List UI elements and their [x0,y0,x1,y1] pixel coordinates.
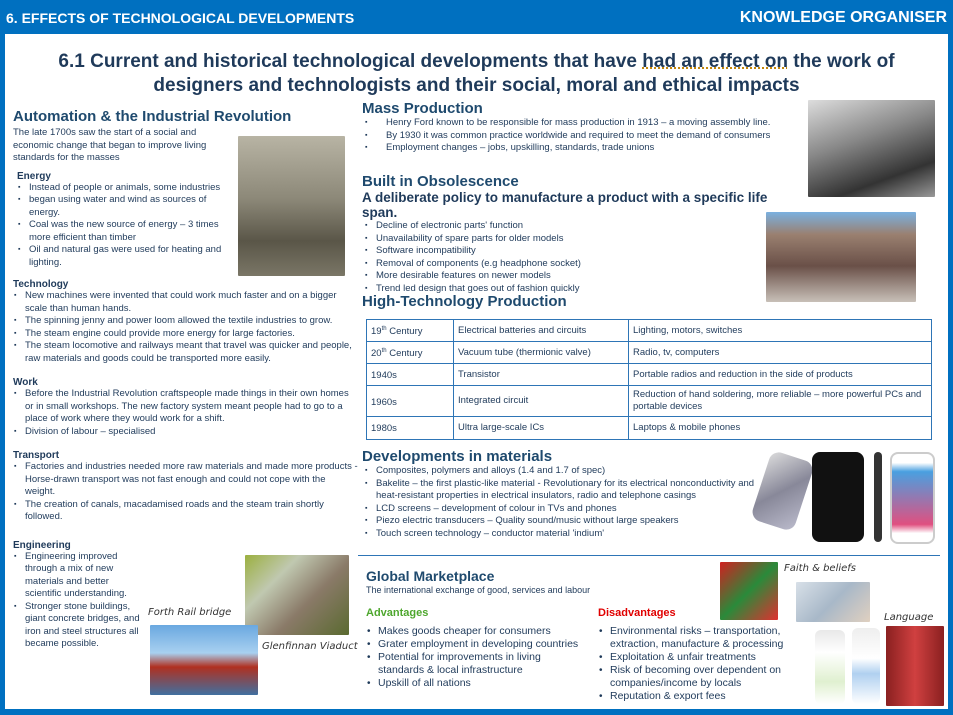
era-cell [367,386,454,417]
list-item: ▪ Coal was the new source of energy – 3 times more efficient than timber [17,219,238,244]
era-suffix: Century [386,348,423,360]
obsolescence-list [362,220,782,295]
viaduct-caption: Glenfinnan Viaduct [262,641,358,652]
tech-cell: Electrical batteries and circuits [454,320,629,342]
e-waste-image [766,212,916,302]
list-item: ▪ Bakelite – the first plastic-like material - Revolutionary for its electrical nonconductivity and heat-resistant properties in electrical insulators, radio and telephone casings [364,478,762,503]
list-item: ▪ Division of labour – specialised [13,426,358,439]
energy-heading: Energy [17,170,51,182]
list-item: ▪ Employment changes – jobs, upskilling, standards, trade unions [364,142,802,155]
list-item: • Environmental risks – transportation, extraction, manufacture & processing [598,625,803,651]
era-sup: th [381,348,387,355]
cif-bottle-image [852,628,880,704]
obsolescence-subheading: A deliberate policy to manufacture a product with a specific life span. [362,190,768,220]
era-text: 1940s [371,370,397,382]
list-item: ▪ Trend led design that goes out of fashion quickly [364,283,782,296]
era-text: 20 [371,348,382,360]
materials-heading: Developments in materials [362,448,553,465]
list-item: ▪ LCD screens – development of colour in TVs and phones [364,503,762,516]
list-item: ▪ Factories and industries needed more raw materials and made more products - Horse-drawn transport was not fast enough and could not cope with the weight. [13,461,358,499]
mass-heading: Mass Production [362,100,483,117]
era-cell [367,320,454,342]
smartphone-image [890,452,935,544]
list-item: • Reputation & export fees [598,690,803,703]
era-text: 1960s [371,397,397,409]
bridge-caption: Forth Rail bridge [148,607,232,618]
list-item: ▪ The steam engine could provide more energy for large factories. [13,328,358,341]
trainers-image [720,562,778,620]
list-item: ▪ Henry Ford known to be responsible for mass production in 1913 – a moving assembly line. [364,117,802,130]
viaduct-image [245,555,349,635]
table-row [367,386,932,417]
list-item: ▪ Touch screen technology – conductor material 'indium' [364,528,762,541]
section-label: 6. EFFECTS OF TECHNOLOGICAL DEVELOPMENTS [6,10,355,26]
engineering-list [13,551,148,651]
advantages-list [366,625,586,690]
list-item: • Exploitation & unfair treatments [598,651,803,664]
list-item: ▪ began using water and wind as sources of energy. [17,194,238,219]
era-suffix: Century [386,326,423,338]
tech-cell: Vacuum tube (thermionic valve) [454,342,629,364]
use-cell: Reduction of hand soldering, more reliable – more powerful PCs and portable devices [629,386,932,417]
list-item: ▪ The creation of canals, macadamised roads and the steam train shortly followed. [13,499,358,524]
automation-intro: The late 1700s saw the start of a social and economic change that began to improve living standards for the masses [13,127,207,163]
tech-cell: Integrated circuit [454,386,629,417]
table-row [367,417,932,439]
faith-caption: Faith & beliefs [784,563,857,574]
list-item: ▪ Composites, polymers and alloys (1.4 and 1.7 of spec) [364,465,762,478]
list-item: • Grater employment in developing countries [366,638,586,651]
automation-heading: Automation & the Industrial Revolution [13,108,292,125]
bridge-image [150,625,258,695]
table-row [367,342,932,364]
work-list [13,388,358,438]
table-row [367,320,932,342]
list-item: ▪ Instead of people or animals, some industries [17,182,238,195]
list-item: ▪ More desirable features on newer models [364,270,782,283]
obsolescence-section [362,173,782,295]
list-item: ▪ Decline of electronic parts' function [364,220,782,233]
list-item: • Risk of becoming over dependent on companies/income by locals [598,664,803,690]
list-item: ▪ Unavailability of spare parts for older models [364,233,782,246]
mass-list [362,117,802,155]
page-title [20,50,933,98]
list-item: ▪ Stronger stone buildings, giant concrete bridges, and iron and steel structures all became possible. [13,601,148,651]
global-subtitle: The international exchange of good, services and labour [366,585,591,595]
materials-section [362,448,762,540]
era-text: 1980s [371,423,397,435]
title-text: 6.1 Current and historical technological developments that have [58,51,643,72]
list-item: ▪ The spinning jenny and power loom allowed the textile industries to grow. [13,315,358,328]
list-item: • Potential for improvements in living standards & local infrastructure [366,651,586,677]
engineering-heading: Engineering [13,539,71,551]
list-item: ▪ Piezo electric transducers – Quality sound/music without large speakers [364,515,762,528]
use-cell: Portable radios and reduction in the side of products [629,364,932,386]
hightech-table [366,319,932,440]
table-row [367,364,932,386]
transport-heading: Transport [13,450,60,461]
title-text-end: the work of designers and technologists and their social, moral and ethical impacts [153,51,895,96]
era-cell [367,364,454,386]
era-text: 19 [371,326,382,338]
list-item: ▪ By 1930 it was common practice worldwide and required to meet the demand of consumers [364,130,802,143]
list-item: • Makes goods cheaper for consumers [366,625,586,638]
era-sup: th [381,326,387,332]
list-item: ▪ Removal of components (e.g headphone socket) [364,258,782,271]
list-item: ▪ Engineering improved through a mix of new materials and better scientific understanding. [13,551,148,601]
mass-production-section [362,100,802,155]
list-item: • Upskill of all nations [366,677,586,690]
list-item: ▪ New machines were invented that could work much faster and on a bigger scale than human hands. [13,290,358,315]
advantages-heading: Advantages [366,607,429,619]
use-cell: Laptops & mobile phones [629,417,932,439]
industrial-town-image [238,136,345,276]
assembly-line-image [808,100,935,197]
disadvantages-heading: Disadvantages [598,607,676,619]
language-caption: Language [884,612,934,623]
energy-list [17,182,238,270]
work-heading: Work [13,377,38,388]
list-item: ▪ Before the Industrial Revolution craftspeople made things in their own homes or in small workshops. The new factory system meant people had to go to a place of work where they would work for a shift. [13,388,358,426]
title-underlined: had an effect on [642,51,788,72]
use-cell: Lighting, motors, switches [629,320,932,342]
banknote-image [796,582,870,622]
document-type: KNOWLEDGE ORGANISER [739,9,947,26]
foreign-products-image [886,626,944,706]
tech-cell: Transistor [454,364,629,386]
technology-heading: Technology [13,279,69,290]
phone-side-image [874,452,882,542]
hightech-heading: High-Technology Production [362,293,567,310]
divider [358,555,940,556]
technology-list [13,290,358,365]
materials-list [362,465,762,540]
transport-list [13,461,358,524]
obsolescence-heading: Built in Obsolescence [362,173,519,190]
list-item: ▪ Software incompatibility [364,245,782,258]
era-cell [367,342,454,364]
use-cell: Radio, tv, computers [629,342,932,364]
list-item: ▪ The steam locomotive and railways meant that travel was quicker and people, raw materials and goods could be transported more easily. [13,340,358,365]
list-item: ▪ Oil and natural gas were used for heating and lighting. [17,244,238,269]
iphone-image [812,452,864,542]
tech-cell: Ultra large-scale ICs [454,417,629,439]
disadvantages-list [598,625,803,703]
cleaner-bottle-image [815,630,845,704]
era-cell [367,417,454,439]
global-heading: Global Marketplace [366,568,495,584]
